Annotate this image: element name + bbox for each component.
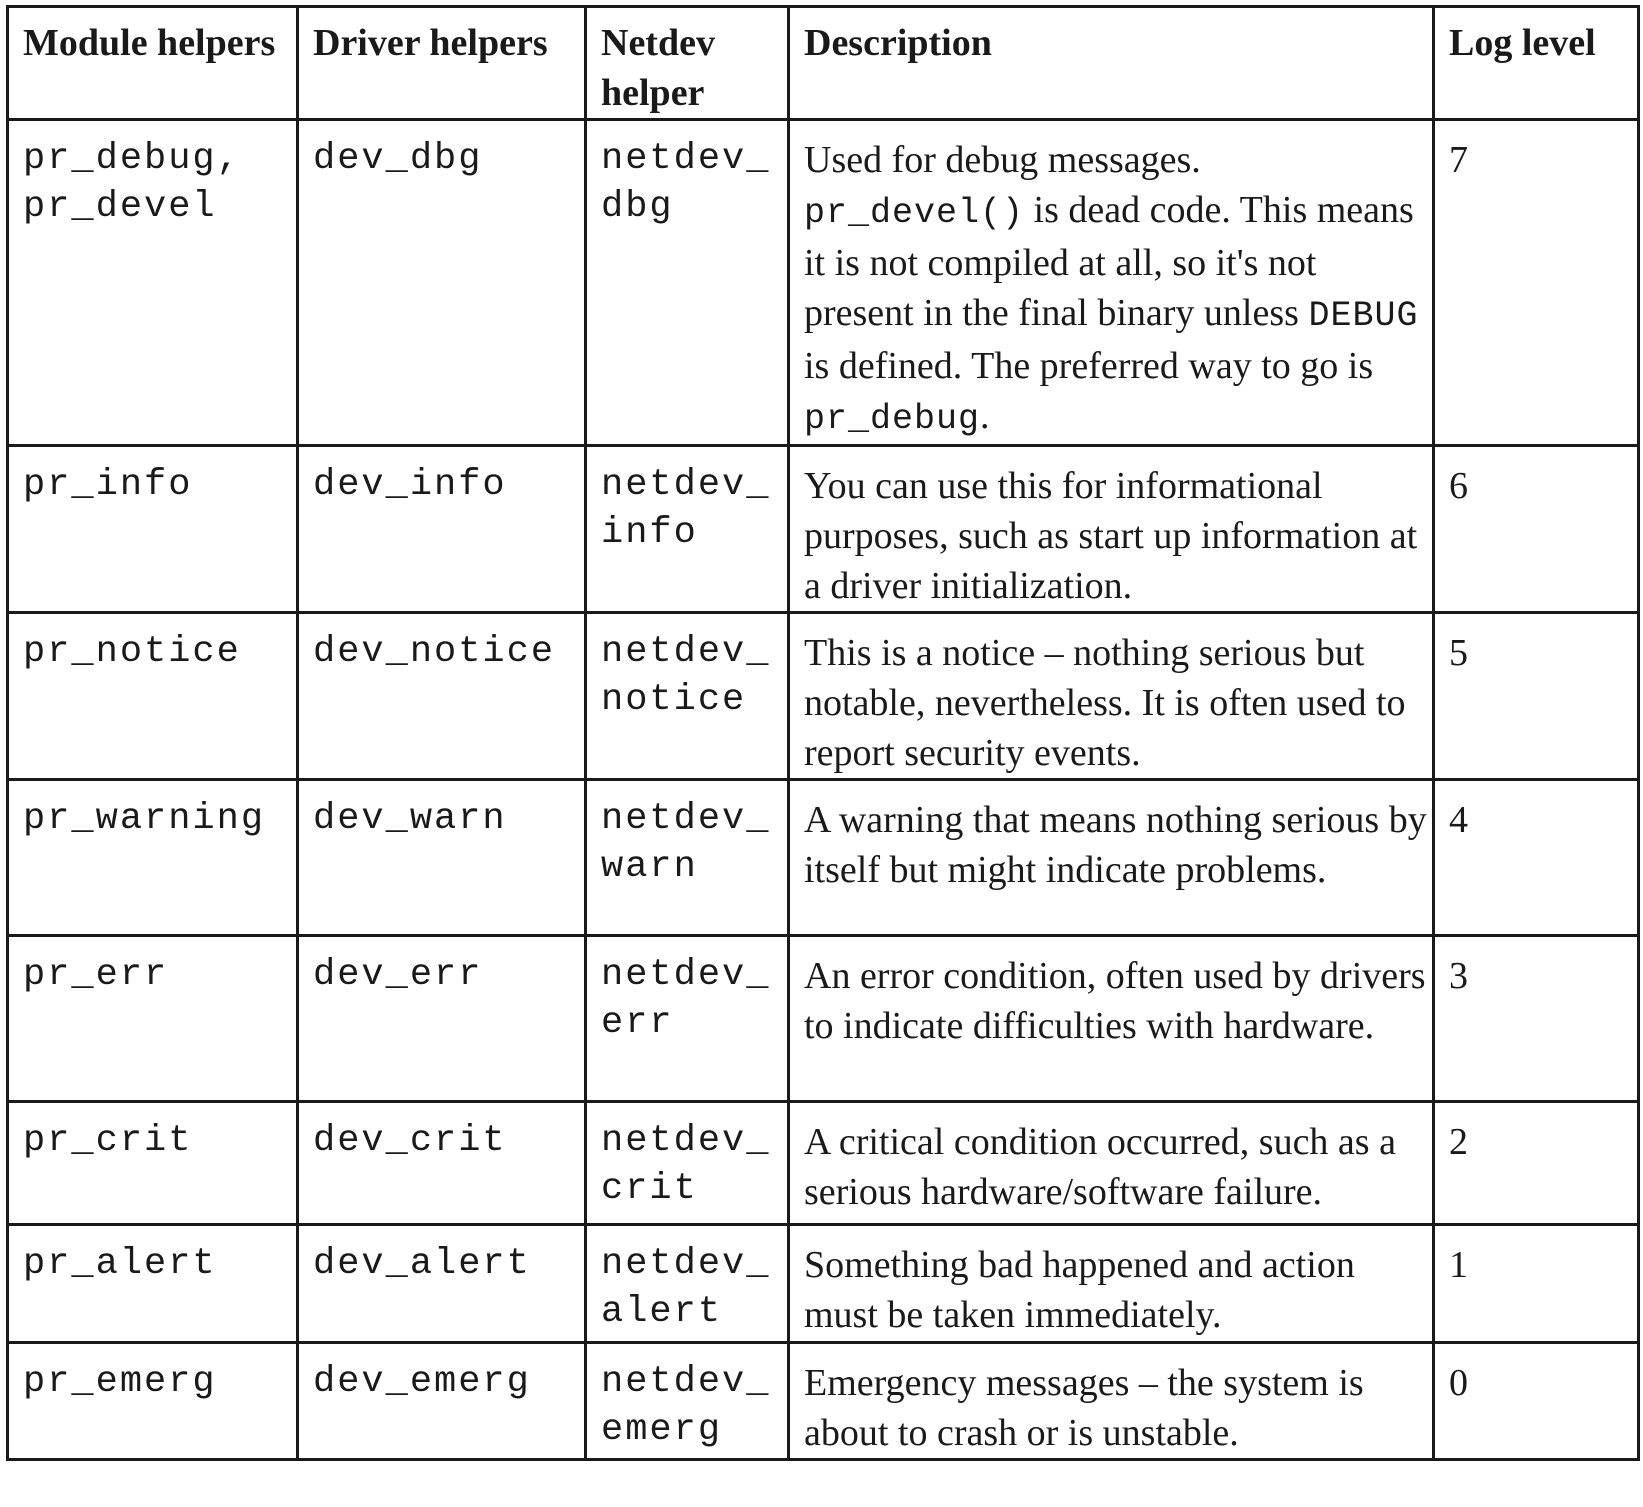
driver-helper-cell: dev_notice <box>298 613 586 780</box>
driver-helper-cell: dev_crit <box>298 1102 586 1225</box>
log-helpers-table <box>6 5 1640 1461</box>
driver-helper-cell: dev_warn <box>298 780 586 936</box>
log-level-cell: 6 <box>1434 446 1639 613</box>
table-row <box>8 446 1639 613</box>
module-helper-cell: pr_crit <box>8 1102 298 1225</box>
header-log-level: Log level <box>1434 7 1639 120</box>
module-helper-cell: pr_alert <box>8 1225 298 1343</box>
header-description: Description <box>789 7 1434 120</box>
description-text: Emergency messages – the system is about to crash or is unstable. <box>804 1362 1364 1454</box>
module-helper-cell: pr_warning <box>8 780 298 936</box>
description-text: A warning that means nothing serious by itself but might indicate problems. <box>804 799 1427 891</box>
module-helper-cell: pr_emerg <box>8 1343 298 1460</box>
table-row <box>8 936 1639 1102</box>
netdev-helper-cell: netdev_ notice <box>586 613 789 780</box>
description-cell <box>789 1102 1434 1225</box>
netdev-helper-cell: netdev_ err <box>586 936 789 1102</box>
description-cell <box>789 1225 1434 1343</box>
log-level-cell: 3 <box>1434 936 1639 1102</box>
description-cell <box>789 936 1434 1102</box>
driver-helper-cell: dev_err <box>298 936 586 1102</box>
module-helper-cell: pr_debug, pr_devel <box>8 120 298 446</box>
description-cell <box>789 446 1434 613</box>
description-text: Used for debug messages. <box>804 139 1201 181</box>
description-text: is dead code. This means it is not compiled at all, so it's not present in the final binary unless <box>804 189 1414 334</box>
description-text: . <box>980 395 990 437</box>
module-helper-cell: pr_info <box>8 446 298 613</box>
table-row <box>8 1343 1639 1460</box>
table-body <box>8 120 1639 1460</box>
table-row <box>8 780 1639 936</box>
log-level-cell: 1 <box>1434 1225 1639 1343</box>
netdev-helper-cell: netdev_ crit <box>586 1102 789 1225</box>
description-text: is defined. The preferred way to go is <box>804 345 1374 387</box>
netdev-helper-cell: netdev_ dbg <box>586 120 789 446</box>
table-row <box>8 1102 1639 1225</box>
module-helper-cell: pr_err <box>8 936 298 1102</box>
header-row <box>8 7 1639 120</box>
module-helper-cell: pr_notice <box>8 613 298 780</box>
description-text: You can use this for informational purposes, such as start up information at a driver initialization. <box>804 465 1418 607</box>
description-cell <box>789 120 1434 446</box>
description-text: This is a notice – nothing serious but notable, nevertheless. It is often used to report security events. <box>804 632 1406 774</box>
log-level-cell: 7 <box>1434 120 1639 446</box>
header-driver-helpers: Driver helpers <box>298 7 586 120</box>
description-cell <box>789 780 1434 936</box>
netdev-helper-cell: netdev_ alert <box>586 1225 789 1343</box>
inline-code: DEBUG <box>1308 296 1419 336</box>
log-level-cell: 4 <box>1434 780 1639 936</box>
description-text: A critical condition occurred, such as a serious hardware/software failure. <box>804 1121 1396 1213</box>
log-level-cell: 0 <box>1434 1343 1639 1460</box>
table-row <box>8 1225 1639 1343</box>
driver-helper-cell: dev_info <box>298 446 586 613</box>
inline-code: pr_devel() <box>804 193 1025 233</box>
header-netdev-helper: Netdev helper <box>586 7 789 120</box>
log-level-cell: 5 <box>1434 613 1639 780</box>
netdev-helper-cell: netdev_ warn <box>586 780 789 936</box>
driver-helper-cell: dev_alert <box>298 1225 586 1343</box>
driver-helper-cell: dev_emerg <box>298 1343 586 1460</box>
table-row <box>8 120 1639 446</box>
description-cell <box>789 1343 1434 1460</box>
header-module-helpers: Module helpers <box>8 7 298 120</box>
inline-code: pr_debug <box>804 399 981 439</box>
description-text: An error condition, often used by drivers to indicate difficulties with hardware. <box>804 955 1426 1047</box>
log-level-cell: 2 <box>1434 1102 1639 1225</box>
netdev-helper-cell: netdev_ emerg <box>586 1343 789 1460</box>
driver-helper-cell: dev_dbg <box>298 120 586 446</box>
description-cell <box>789 613 1434 780</box>
table-row <box>8 613 1639 780</box>
description-text: Something bad happened and action must be taken immediately. <box>804 1244 1355 1336</box>
netdev-helper-cell: netdev_ info <box>586 446 789 613</box>
